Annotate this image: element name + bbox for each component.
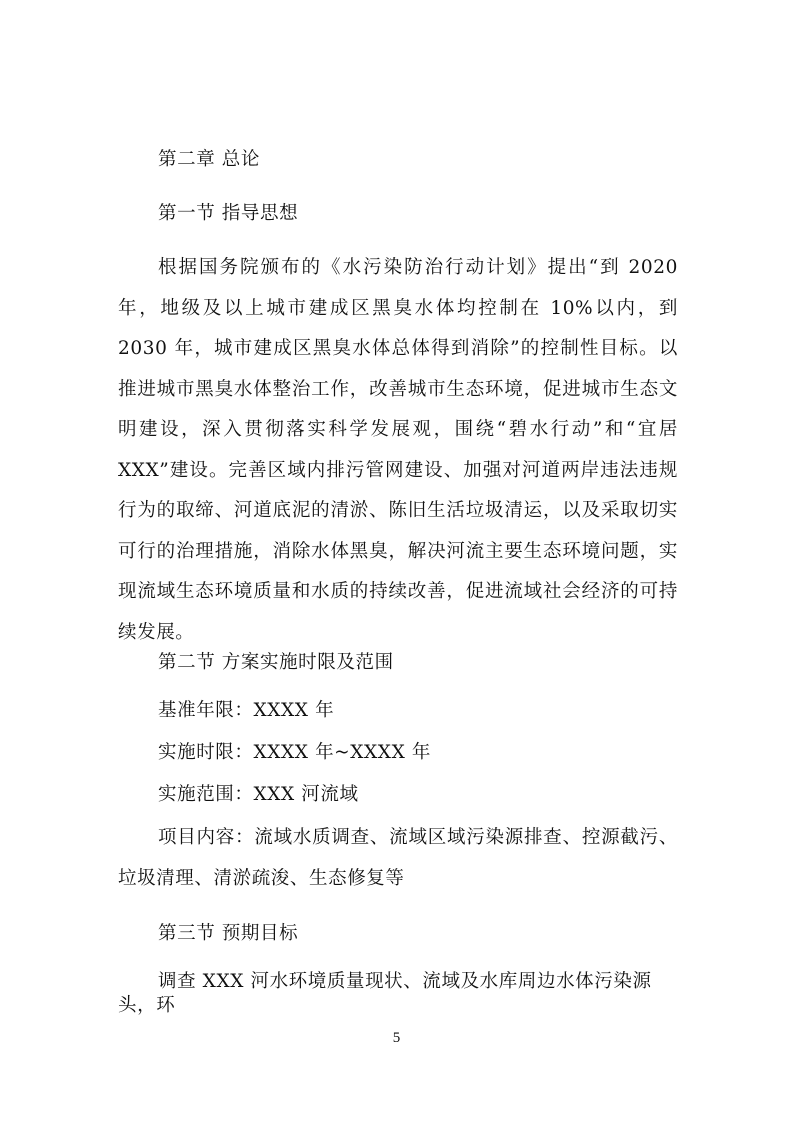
page-number: 5 bbox=[392, 1030, 401, 1046]
chapter-title: 第二章 总论 bbox=[158, 149, 260, 170]
section-heading-2: 第二节 方案实施时限及范围 bbox=[158, 652, 394, 673]
implementation-period-item: 实施时限：XXXX 年~XXXX 年 bbox=[158, 742, 431, 763]
implementation-scope-item: 实施范围：XXX 河流域 bbox=[158, 784, 359, 805]
section-3-paragraph: 调查 XXX 河水环境质量现状、流域及水库周边水体污染源头，环 bbox=[118, 971, 652, 1016]
project-content-item: 项目内容：流域水质调查、流域区域污染源排查、控源截污、垃圾清理、清淤疏浚、生态修复等 bbox=[118, 827, 678, 889]
section-1-paragraph: 根据国务院颁布的《水污染防治行动计划》提出“到 2020 年，地级及以上城市建成区黑臭水体均控制在 10%以内，到 2030 年，城市建成区黑臭水体总体得到消除”的控制性目标。以推进城市黑臭水体整治工作，改善城市生态环境，促进城市生态文明建设，深入贯彻落实科学发展观，围绕“碧水行动”和“宜居 XXX”建设。完善区域内排污管网建设、加强对河道两岸违法违规行为的取缔、河道底泥的清淤、陈旧生活垃圾清运，以及采取切实可行的治理措施，消除水体黑臭，解决河流主要生态环境问题，实现流域生态环境质量和水质的持续改善，促进流域社会经济的可持续发展。 bbox=[118, 257, 678, 643]
base-year-item: 基准年限：XXXX 年 bbox=[158, 700, 335, 721]
section-heading-1: 第一节 指导思想 bbox=[158, 203, 299, 224]
section-heading-3: 第三节 预期目标 bbox=[158, 923, 299, 944]
